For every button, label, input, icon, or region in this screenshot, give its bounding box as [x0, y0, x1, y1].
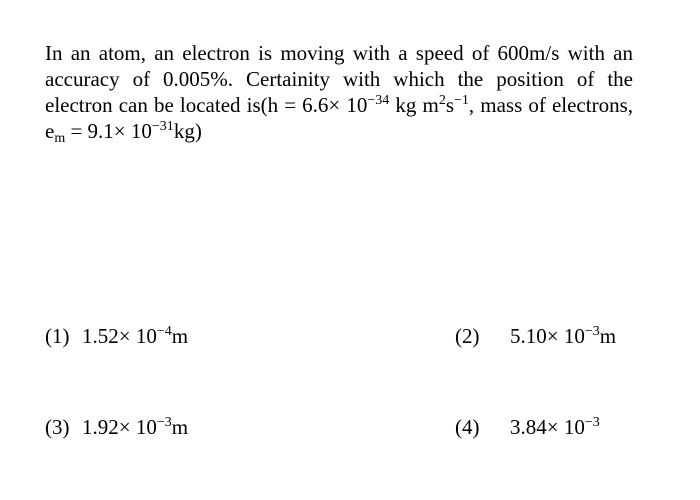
- option-mantissa: 5.10× 10: [510, 324, 585, 348]
- option-mantissa: 3.84× 10: [510, 415, 585, 439]
- electron-mass-subscript: m: [54, 131, 66, 146]
- option-mantissa: 1.92× 10: [82, 415, 157, 439]
- meter-exponent: 2: [438, 93, 446, 108]
- option-exponent: −3: [156, 415, 172, 430]
- option-exponent: −3: [584, 415, 600, 430]
- option-3[interactable]: [45, 414, 188, 440]
- question-part4: , mass of electrons, e: [45, 93, 633, 143]
- option-number: (2): [455, 324, 480, 348]
- question-part1: In an atom, an electron is moving with a speed of 600m/s with an accuracy of 0.005%. Certainity with which the position of the electron can be located is(h = 6.6× 10: [45, 41, 633, 117]
- option-number: (1): [45, 324, 70, 348]
- option-1[interactable]: [45, 323, 188, 349]
- option-number: (4): [455, 415, 480, 439]
- question-text: [45, 40, 633, 144]
- question-part2: kg m: [389, 93, 439, 117]
- option-2[interactable]: [455, 323, 616, 349]
- option-number: (3): [45, 415, 70, 439]
- option-exponent: −3: [584, 324, 600, 339]
- planck-exponent: −34: [367, 93, 390, 108]
- second-exponent: −1: [454, 93, 469, 108]
- mass-exponent: −31: [151, 119, 174, 134]
- question-part5: = 9.1× 10: [65, 119, 152, 143]
- option-unit: m: [171, 324, 189, 348]
- question-part6: kg): [173, 119, 202, 143]
- option-exponent: −4: [156, 324, 172, 339]
- option-4[interactable]: [455, 414, 600, 440]
- option-unit: m: [171, 415, 189, 439]
- option-unit: m: [599, 324, 617, 348]
- question-part3: s: [445, 93, 454, 117]
- option-mantissa: 1.52× 10: [82, 324, 157, 348]
